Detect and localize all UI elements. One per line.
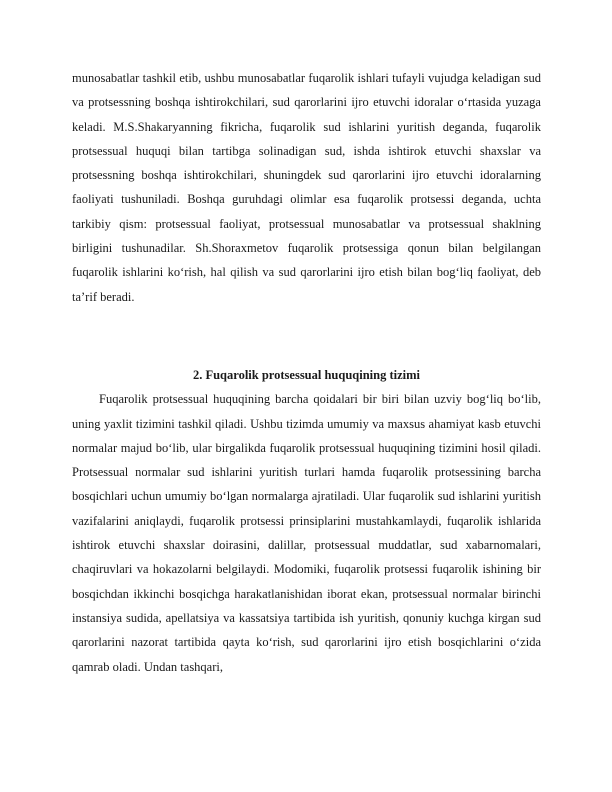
- paragraph-spacer: [72, 309, 541, 363]
- document-page: [72, 66, 541, 679]
- section-heading: 2. Fuqarolik protsessual huquqining tizimi: [192, 367, 421, 382]
- body-paragraph-intro: munosabatlar tashkil etib, ushbu munosabatlar fuqarolik ishlari tufayli vujudga keladigan sud va protsessning boshqa ishtirokchilari, sud qarorlarini ijro etuvchi idoralar o‘rtasida yuzaga keladi. M.S.Shakaryanning fikricha, fuqarolik sud ishlarini yuritish deganda, fuqarolik protsessual huquqi bilan tartibga solinadigan sud, ishda ishtirok etuvchi shaxslar va protsessning boshqa ishtirokchilari, shuningdek sud qarorlarini ijro etuvchi idoralarning faoliyati tushuniladi. Boshqa guruhdagi olimlar esa fuqarolik protsessi deganda, uchta tarkibiy qism: protsessual faoliyat, protsessual munosabatlar va protsessual shaklning birligini tushunadilar. Sh.Shoraxmetov fuqarolik protsessiga qonun bilan belgilangan fuqarolik ishlarini ko‘rish, hal qilish va sud qarorlarini ijro etish bilan bog‘liq faoliyat, deb ta’rif beradi.: [72, 71, 541, 304]
- body-paragraph-system: Fuqarolik protsessual huquqining barcha qoidalari bir biri bilan uzviy bog‘liq bo‘lib, uning yaxlit tizimini tashkil qiladi. Ushbu tizimda umumiy va maxsus ahamiyat kasb etuvchi normalar majud bo‘lib, ular birgalikda fuqarolik protsessual huquqining tizimini hosil qiladi. Protsessual normalar sud ishlarini yuritish turlari hamda fuqarolik protsessining barcha bosqichlari uchun umumiy bo‘lgan normalarga ajratiladi. Ular fuqarolik sud ishlarini yuritish vazifalarini aniqlaydi, fuqarolik protsessi prinsiplarini mustahkamlaydi, fuqarolik ishlarida ishtirok etuvchi shaxslar doirasini, dalillar, protsessual muddatlar, sud xabarnomalari, chaqiruvlari va hokazolarni belgilaydi. Modomiki, fuqarolik protsessi fuqarolik ishining bir bosqichdan ikkinchi bosqichga harakatlanishidan iborat ekan, protsessual normalar birinchi instansiya sudida, apellatsiya va kassatsiya tartibida ish yuritish, qonuniy kuchga kirgan sud qarorlarini nazorat tartibida qayta ko‘rish, sud qarorlarini ijro etish bosqichlarini o‘zida qamrab oladi. Undan tashqari,: [72, 392, 541, 674]
